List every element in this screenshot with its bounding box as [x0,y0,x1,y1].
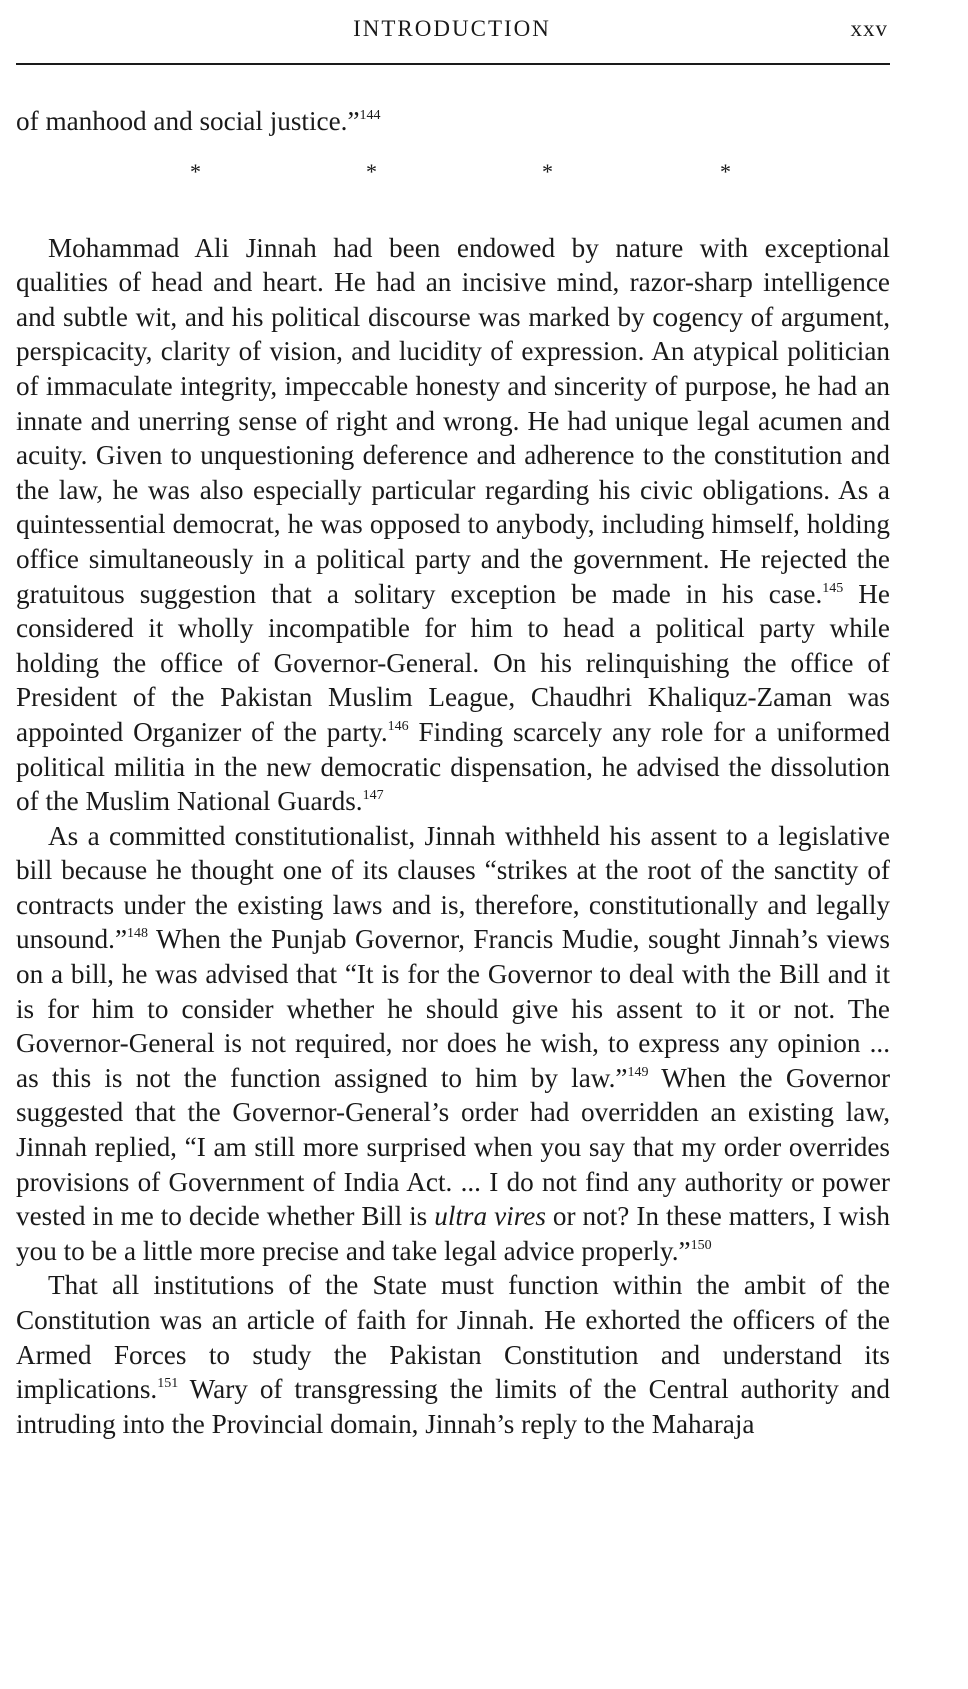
footnote-ref: 150 [690,1237,712,1253]
asterisk-glyph: * [720,158,731,184]
paragraph-text: or not? In these matters, I wish you to be a little more precise and take legal advice properly.” [16,1201,890,1266]
paragraph-text: As a committed constitutionalist, Jinnah withheld his assent to a legislative bill because he thought one of its clauses “strikes at the root of the sanctity of contracts under the existing laws and is, therefore, constitutionally and legally unsound.” [16,820,890,955]
paragraph-text: of manhood and social justice.” [16,106,360,136]
paragraph-text: Wary of transgressing the limits of the Central authority and intruding into the Provincial domain, Jinnah’s reply to the Maharaja [16,1374,890,1439]
footnote-ref: 151 [157,1376,179,1392]
footnote-ref: 144 [359,108,381,123]
italic-phrase: ultra vires [434,1201,546,1232]
paragraph-text: When the Punjab Governor, Francis Mudie, sought Jinnah’s views on a bill, he was advised that “It is for the Governor to deal with the Bill and it is for him to consider whether he should give his assent to it or not. The Governor-General is not required, nor does he wish, to express any opinion ... as this is not the function assigned to him by law.” [16,924,890,1093]
paragraph-institutions [16,1268,890,1441]
footnote-ref: 147 [362,788,384,804]
body-text [16,104,890,1441]
footnote-ref: 148 [127,926,149,942]
paragraph-text: That all institutions of the State must function within the ambit of the Constitution was an article of faith for Jinnah. He exhorted the officers of the Armed Forces to study the Pakistan Constitution and understand its implications. [16,1270,890,1405]
section-break [16,139,890,231]
asterisk-glyph: * [190,158,201,184]
paragraph-text: Finding scarcely any role for a uniformed political militia in the new democratic dispensation, he advised the dissolution of the Muslim National Guards. [16,716,890,817]
paragraph-text: He considered it wholly incompatible for him to head a political party while holding the office of Governor-General. On his relinquishing the office of President of the Pakistan Muslim League, Chaudhri Khaliquz-Zaman was appointed Organizer of the party. [16,578,890,747]
asterisk-glyph: * [542,158,553,184]
page-number: xxv [850,16,888,41]
running-head [16,14,888,44]
footnote-ref: 145 [822,580,844,596]
footnote-ref: 149 [627,1064,649,1080]
asterisk-glyph: * [366,158,377,184]
footnote-ref: 146 [387,718,409,734]
paragraph-text: Mohammad Ali Jinnah had been endowed by nature with exceptional qualities of head and heart. He had an incisive mind, razor-sharp intelligence and subtle wit, and his political discourse was marked by cogency of argument, perspicacity, clarity of vision, and lucidity of expression. An atypical politician of immaculate integrity, impeccable honesty and sincerity of purpose, he had an innate and unerring sense of right and wrong. He had unique legal acumen and acuity. Given to unquestioning deference and adherence to the constitution and the law, he was also especially particular regarding his civic obligations. As a quintessential democrat, he was opposed to anybody, including himself, holding office simultaneously in a political party and the government. He rejected the gratuitous suggestion that a solitary exception be made in his case. [16,232,890,609]
paragraph-constitutionalist [16,819,890,1269]
paragraph-text: When the Governor suggested that the Governor-General’s order had overridden an existing law, Jinnah replied, “I am still more surprised when you say that my order overrides provisions of Government of India Act. ... I do not find any authority or power vested in me to decide whether Bill is [16,1062,890,1232]
running-title: INTRODUCTION [353,16,551,41]
header-rule [16,63,890,65]
paragraph-jinnah-qualities [16,231,890,819]
paragraph-continuation [16,104,890,139]
